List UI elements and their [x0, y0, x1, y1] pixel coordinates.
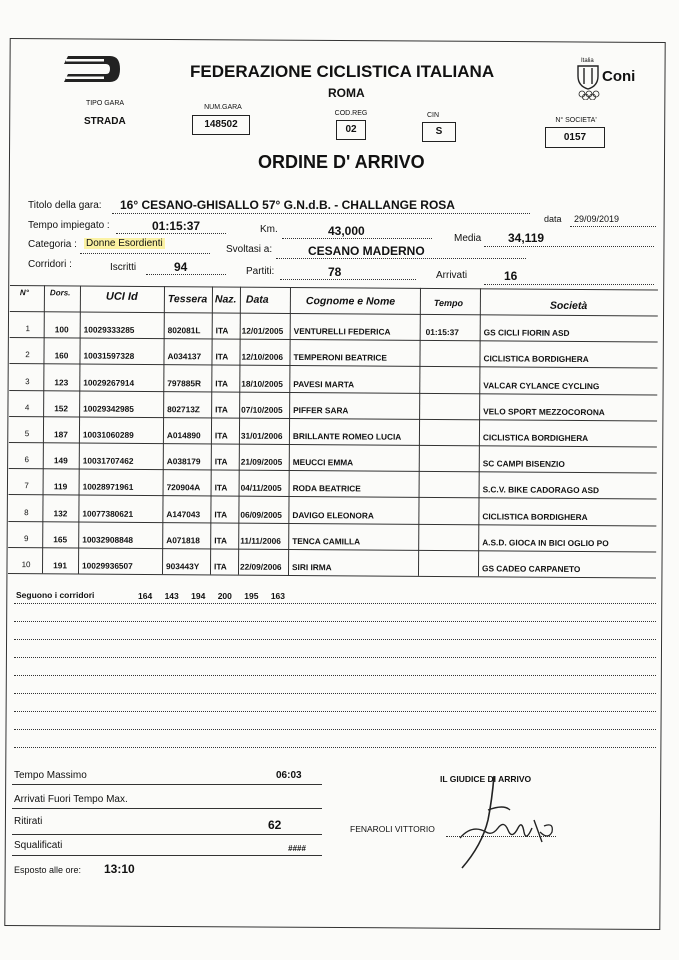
corridori-label: Corridori :: [28, 259, 72, 270]
cin-box: S: [422, 122, 456, 142]
cell-tessera: 720904A: [166, 482, 201, 493]
titolo-value: 16° CESANO-GHISALLO 57° G.N.d.B. - CHALLANGE ROSA: [120, 198, 455, 212]
col-header-data: Data: [245, 293, 269, 306]
cell-tessera: A034137: [167, 351, 202, 362]
col-header-uci: UCI Id: [105, 290, 138, 303]
cell-tempo: 01:15:37: [425, 327, 459, 338]
tempo-massimo-value: 06:03: [276, 770, 302, 781]
partiti-value: 78: [328, 265, 342, 279]
cell-societa: CICLISTICA BORDIGHERA: [482, 510, 588, 522]
num-gara-box: 148502: [192, 115, 250, 135]
iscritti-label: Iscritti: [110, 262, 137, 273]
tempo-label: Tempo impiegato :: [28, 220, 110, 231]
ritirati-value: 62: [268, 818, 282, 832]
cell-dors: 132: [53, 507, 68, 518]
cell-dors: 187: [54, 429, 68, 440]
squalificati-label: Squalificati: [14, 840, 63, 851]
partiti-label: Partiti:: [246, 266, 275, 277]
svoltasi-value: CESANO MADERNO: [308, 244, 425, 258]
cod-reg-label: COD.REG: [334, 110, 368, 117]
esposto-value: 13:10: [104, 862, 135, 876]
cell-uci: 10032908848: [82, 534, 134, 545]
cell-data: 11/11/2006: [240, 535, 281, 546]
cell-naz: ITA: [215, 351, 229, 362]
cell-societa: S.C.V. BIKE CADORAGO ASD: [482, 484, 600, 496]
col-header-tessera: Tessera: [167, 293, 208, 306]
cell-societa: GS CADEO CARPANETO: [481, 563, 581, 574]
tipo-gara-value: STRADA: [84, 116, 126, 127]
cell-societa: VALCAR CYLANCE CYCLING: [483, 379, 600, 391]
cell-nome: PIFFER SARA: [293, 404, 349, 416]
cell-tessera: A038179: [166, 456, 201, 467]
cell-uci: 10031060289: [82, 429, 134, 440]
squalificati-value: ####: [288, 844, 306, 853]
cell-tessera: A147043: [166, 508, 201, 519]
cell-nome: TENCA CAMILLA: [292, 535, 361, 547]
coni-logo: [576, 58, 646, 106]
cell-data: 06/09/2005: [240, 509, 282, 520]
federation-title: FEDERAZIONE CICLISTICA ITALIANA: [190, 62, 495, 81]
cell-tessera: 903443Y: [166, 561, 200, 572]
cell-naz: ITA: [214, 561, 227, 572]
tempo-value: 01:15:37: [152, 219, 201, 233]
cell-dors: 123: [54, 376, 69, 387]
cell-naz: ITA: [214, 509, 228, 520]
cell-n: 4: [24, 402, 30, 412]
cell-uci: 10031597328: [83, 350, 135, 362]
cell-nome: SIRI IRMA: [292, 561, 332, 573]
cin-label: CIN: [426, 112, 440, 119]
giudice-label: IL GIUDICE DI ARRIVO: [440, 774, 532, 784]
cell-uci: 10029267914: [83, 377, 135, 388]
km-value: 43,000: [328, 224, 365, 238]
cell-dors: 160: [54, 350, 69, 361]
cell-societa: CICLISTICA BORDIGHERA: [483, 353, 589, 365]
tempo-massimo-label: Tempo Massimo: [14, 770, 87, 781]
federation-city: ROMA: [328, 86, 365, 100]
cell-data: 12/01/2005: [241, 325, 284, 337]
tipo-gara-label: TIPO GARA: [85, 100, 125, 107]
ritirati-label: Ritirati: [14, 816, 43, 827]
cell-naz: ITA: [215, 325, 229, 336]
cell-data: 07/10/2005: [241, 404, 283, 415]
num-gara-label: NUM.GARA: [204, 104, 242, 111]
cell-uci: 10031707462: [82, 455, 134, 467]
cell-tessera: 797885R: [167, 377, 202, 388]
cell-dors: 119: [53, 481, 68, 492]
cell-nome: VENTURELLI FEDERICA: [293, 326, 391, 337]
cell-societa: A.S.D. GIOCA IN BICI OGLIO PO: [482, 537, 609, 548]
cell-naz: ITA: [214, 535, 228, 546]
document-title: ORDINE D' ARRIVO: [258, 152, 425, 172]
cell-dors: 149: [53, 455, 68, 466]
cell-uci: 10029342985: [83, 403, 134, 414]
cell-uci: 10028971961: [82, 481, 134, 493]
cell-naz: ITA: [215, 404, 228, 415]
col-header-nome: Cognome e Nome: [305, 295, 396, 308]
cell-societa: GS CICLI FIORIN ASD: [483, 327, 570, 339]
cell-n: 3: [25, 376, 30, 386]
cell-uci: 10029936507: [82, 560, 133, 571]
cell-dors: 100: [54, 324, 69, 335]
cell-tessera: A014890: [166, 430, 201, 441]
esposto-label: Esposto alle ore:: [14, 865, 82, 875]
societa-label: N° SOCIETA': [555, 117, 597, 124]
titolo-label: Titolo della gara:: [28, 200, 102, 211]
cod-reg-box: 02: [336, 120, 366, 140]
col-header-n: N°: [19, 288, 29, 298]
categoria-label: Categoria :: [28, 239, 77, 250]
svoltasi-label: Svoltasi a:: [226, 244, 273, 255]
cell-societa: VELO SPORT MEZZOCORONA: [483, 406, 605, 417]
cell-naz: ITA: [214, 430, 228, 441]
cell-n: 1: [25, 324, 30, 334]
giudice-name: FENAROLI VITTORIO: [350, 824, 435, 834]
cell-naz: ITA: [215, 378, 229, 389]
coni-shield-icon: [576, 62, 600, 90]
cell-naz: ITA: [214, 456, 228, 467]
coni-small-text: Italia: [581, 58, 594, 64]
cell-data: 18/10/2005: [241, 378, 283, 389]
cell-data: 04/11/2005: [240, 482, 282, 494]
cell-n: 8: [24, 507, 29, 517]
data-value: 29/09/2019: [574, 214, 620, 224]
cell-n: 6: [24, 455, 30, 465]
arrivati-value: 16: [504, 269, 518, 283]
cell-uci: 10077380621: [82, 508, 134, 519]
cell-nome: PAVESI MARTA: [293, 378, 355, 389]
fuori-tempo-label: Arrivati Fuori Tempo Max.: [14, 794, 128, 805]
cell-naz: ITA: [214, 482, 228, 493]
media-value: 34,119: [508, 231, 545, 245]
cell-nome: MEUCCI EMMA: [292, 457, 354, 468]
olympic-rings-icon: [578, 90, 600, 100]
cell-societa: SC CAMPI BISENZIO: [482, 458, 565, 470]
societa-box: 0157: [545, 127, 605, 148]
table-row: [8, 547, 656, 578]
km-label: Km.: [260, 224, 278, 235]
cell-nome: RODA BEATRICE: [292, 483, 361, 494]
cell-n: 5: [24, 429, 30, 439]
cell-data: 12/10/2006: [241, 351, 284, 363]
data-label: data: [544, 214, 562, 224]
seguono-numbers: 164 143 194 200 195 163: [138, 591, 285, 601]
results-table: [8, 285, 658, 595]
arrivati-label: Arrivati: [436, 270, 468, 281]
cell-tessera: A071818: [166, 534, 200, 546]
cell-data: 21/09/2005: [240, 456, 283, 468]
fci-logo-icon: [62, 52, 122, 86]
cell-data: 22/09/2006: [240, 561, 282, 572]
cell-nome: TEMPERONI BEATRICE: [293, 352, 387, 364]
cell-data: 31/01/2006: [240, 430, 283, 441]
cell-n: 10: [21, 560, 31, 570]
cell-n: 9: [23, 533, 29, 543]
col-header-dors: Dors.: [49, 288, 71, 298]
col-header-tempo: Tempo: [433, 297, 464, 309]
cell-dors: 152: [54, 403, 69, 414]
iscritti-value: 94: [174, 260, 188, 274]
cell-dors: 165: [53, 534, 68, 545]
cell-nome: BRILLANTE ROMEO LUCIA: [292, 430, 402, 442]
cell-tessera: 802081L: [167, 325, 201, 336]
media-label: Media: [454, 233, 482, 244]
judge-signature-icon: [452, 770, 562, 880]
cell-uci: 10029333285: [83, 324, 135, 336]
cell-tessera: 802713Z: [167, 403, 200, 415]
coni-text: Coni: [602, 68, 636, 85]
seguono-label: Seguono i corridori: [16, 590, 95, 600]
col-header-naz: Naz.: [214, 293, 237, 306]
cell-nome: DAVIGO ELEONORA: [292, 509, 374, 521]
col-header-societa: Società: [549, 299, 588, 313]
cell-societa: CICLISTICA BORDIGHERA: [482, 432, 589, 444]
cell-n: 7: [24, 481, 29, 491]
cell-dors: 191: [53, 560, 68, 571]
categoria-value: Donne Esordienti: [86, 238, 163, 249]
cell-n: 2: [25, 350, 30, 360]
